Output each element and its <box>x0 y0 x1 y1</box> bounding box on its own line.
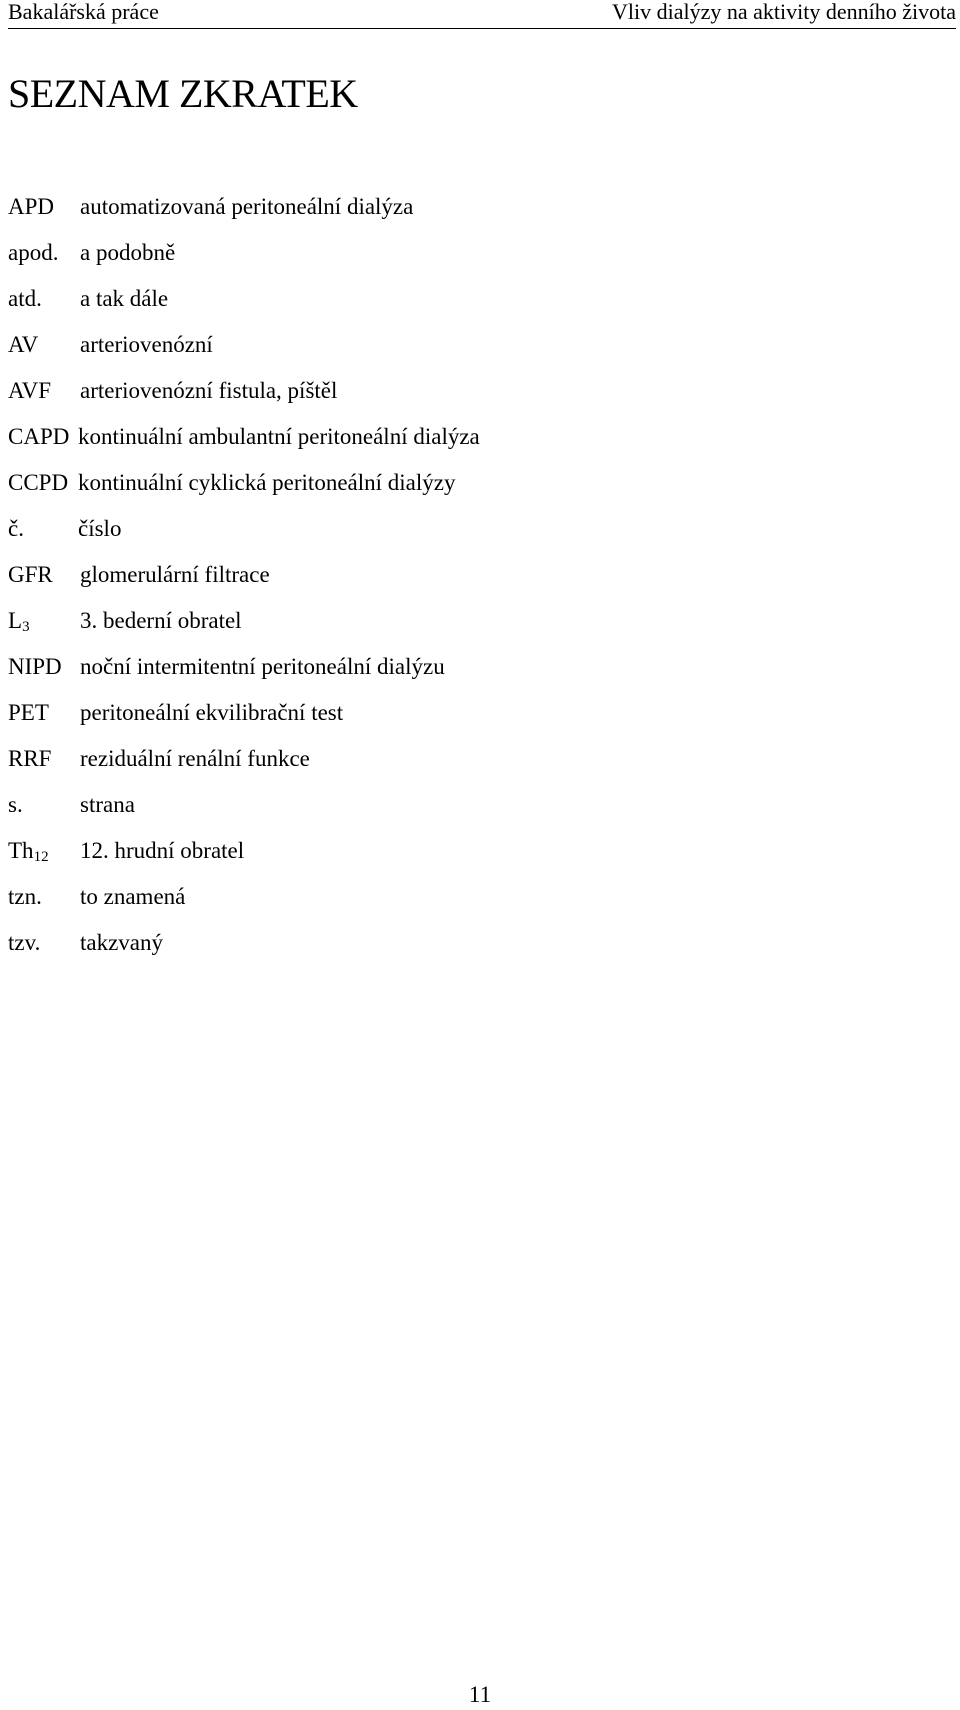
abbreviation-definition: číslo <box>78 516 122 541</box>
abbreviation-definition: reziduální renální funkce <box>80 746 310 771</box>
abbreviation-term: apod. <box>8 240 59 265</box>
abbreviation-term: Th <box>8 838 34 863</box>
abbreviation-definition: 3. bederní obratel <box>80 608 242 633</box>
abbreviation-definition: automatizovaná peritoneální dialýza <box>80 194 414 219</box>
abbreviation-row <box>8 184 480 230</box>
abbreviation-term: CCPD <box>8 470 69 495</box>
abbreviation-definition: peritoneální ekvilibrační test <box>80 700 344 725</box>
abbreviation-term: CAPD <box>8 424 70 449</box>
abbreviation-row <box>8 736 480 782</box>
abbreviation-definition: glomerulární filtrace <box>80 562 270 587</box>
abbreviation-term: APD <box>8 194 55 219</box>
header-right-title: Vliv dialýzy na aktivity denního života <box>612 0 956 24</box>
abbreviation-term: GFR <box>8 562 53 587</box>
abbreviation-term: AVF <box>8 378 52 403</box>
abbreviation-term: L <box>8 608 23 633</box>
abbreviation-definition: a tak dále <box>80 286 169 311</box>
abbreviation-definition: strana <box>80 792 135 817</box>
page-title: SEZNAM ZKRATEK <box>8 71 358 116</box>
abbreviation-definition: noční intermitentní peritoneální dialýzu <box>80 654 445 679</box>
abbreviation-term-subscripted <box>8 828 80 874</box>
abbreviation-row <box>8 644 480 690</box>
page-number: 11 <box>468 1682 492 1707</box>
abbreviation-row <box>8 828 480 874</box>
abbreviation-term: PET <box>8 700 49 725</box>
abbreviation-definition: a podobně <box>80 240 176 265</box>
abbreviation-definition: takzvaný <box>80 930 164 955</box>
abbreviation-definition: to znamená <box>80 884 186 909</box>
abbreviation-term: AV <box>8 332 39 357</box>
abbreviation-row <box>8 460 480 506</box>
abbreviation-row <box>8 414 480 460</box>
abbreviation-list <box>8 184 480 966</box>
abbreviation-term: RRF <box>8 746 52 771</box>
abbreviation-subscript: 12 <box>33 849 49 865</box>
header-left-title: Bakalářská práce <box>8 0 159 24</box>
abbreviation-definition: kontinuální ambulantní peritoneální dialýza <box>78 424 480 449</box>
abbreviation-row <box>8 506 480 552</box>
abbreviation-term: s. <box>8 792 23 817</box>
abbreviation-term: tzn. <box>8 884 42 909</box>
abbreviation-definition: arteriovenózní fistula, píštěl <box>80 378 338 403</box>
running-header <box>8 0 956 29</box>
abbreviation-term: atd. <box>8 286 42 311</box>
abbreviation-definition: 12. hrudní obratel <box>80 838 245 863</box>
abbreviation-row <box>8 874 480 920</box>
abbreviation-row <box>8 690 480 736</box>
abbreviation-term: NIPD <box>8 654 62 679</box>
abbreviation-row <box>8 230 480 276</box>
abbreviation-row <box>8 276 480 322</box>
abbreviation-term-subscripted <box>8 598 80 644</box>
abbreviation-row <box>8 598 480 644</box>
abbreviation-definition: kontinuální cyklická peritoneální dialýzy <box>78 470 456 495</box>
abbreviation-row <box>8 368 480 414</box>
abbreviation-row <box>8 782 480 828</box>
abbreviation-row <box>8 552 480 598</box>
abbreviation-row <box>8 920 480 966</box>
abbreviation-subscript: 3 <box>22 619 30 635</box>
abbreviation-definition: arteriovenózní <box>80 332 213 357</box>
abbreviation-term: tzv. <box>8 930 41 955</box>
abbreviation-term: č. <box>8 516 24 541</box>
abbreviation-row <box>8 322 480 368</box>
